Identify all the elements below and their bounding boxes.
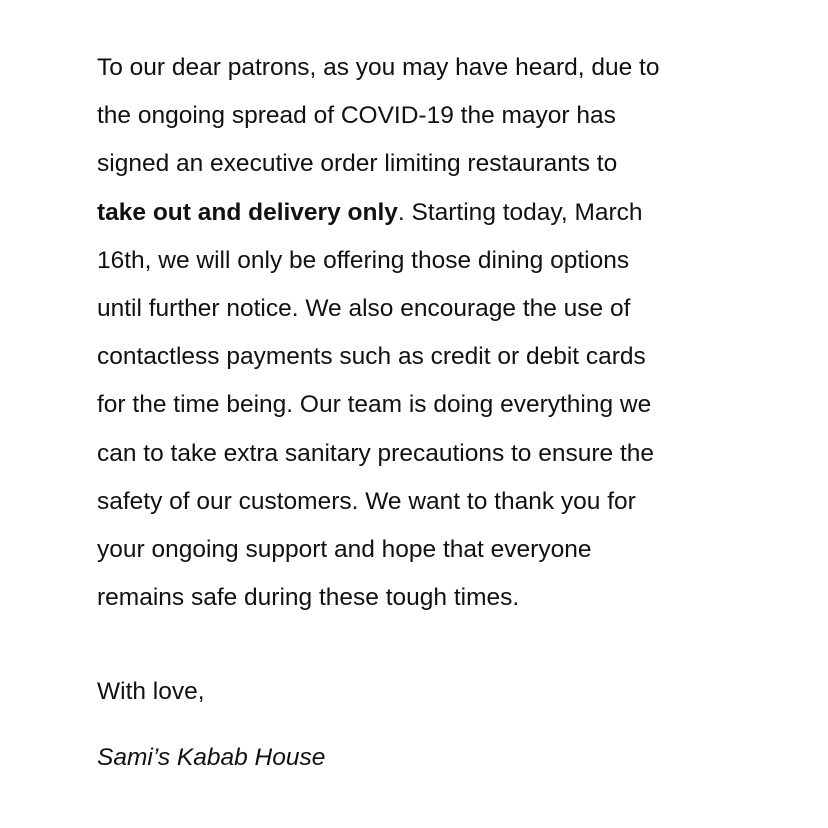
notice-line-3: signed an executive order limiting restaurants to (97, 150, 618, 178)
notice-line-1: To our dear patrons, as you may have heard, due to (97, 54, 660, 81)
signature: Sami’s Kabab House (97, 744, 326, 771)
closing-line: With love, (97, 678, 205, 705)
notice-line-4-rest: . Starting today, March (397, 198, 643, 226)
notice-line-7: contactless payments such as credit or debit cards (97, 343, 646, 371)
notice-line-4 (97, 189, 737, 237)
notice-line-9: can to take extra sanitary precautions to ensure the (97, 439, 655, 467)
notice-line-2: the ongoing spread of COVID-19 the mayor has (97, 102, 616, 130)
notice-line-6: until further notice. We also encourage the use of (97, 295, 631, 323)
notice-line-11: your ongoing support and hope that everyone (97, 536, 592, 564)
emphasis-take-out-delivery: take out and delivery only (97, 198, 398, 226)
notice-line-5: 16th, we will only be offering those dining options (97, 246, 630, 274)
notice-line-10: safety of our customers. We want to thank you for (97, 487, 636, 515)
notice-line-12: remains safe during these tough times. (97, 584, 520, 612)
notice-body (97, 44, 737, 622)
notice-line-8: for the time being. Our team is doing everything we (97, 391, 652, 419)
